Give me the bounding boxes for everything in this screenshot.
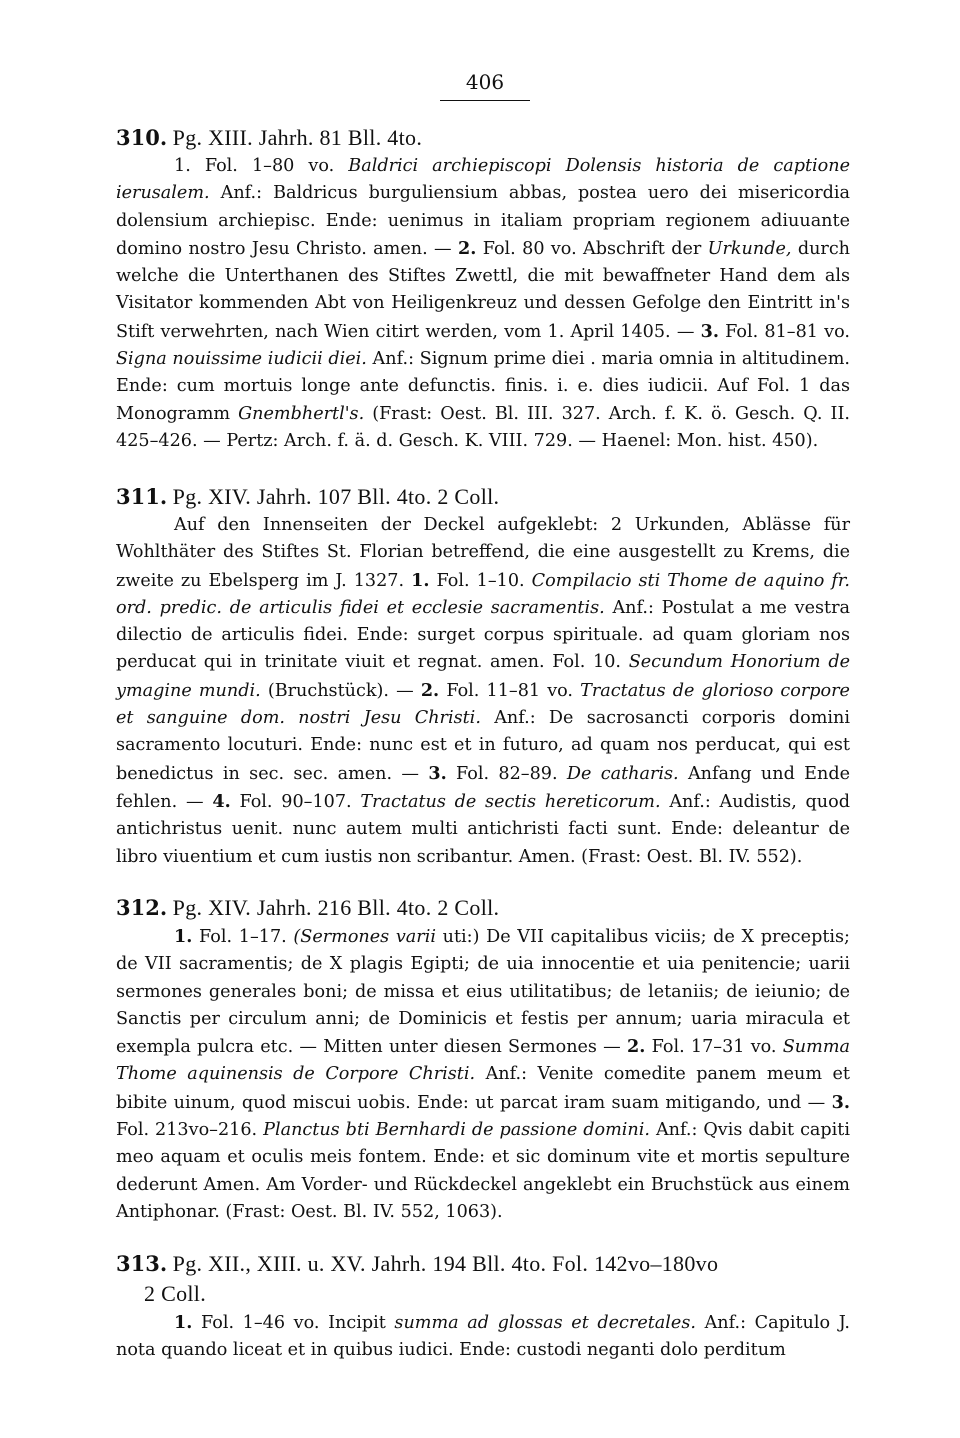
text-segment: Fol. 80 vo. Abschrift der (476, 238, 708, 259)
italic-title: summa ad glossas et decretales. (394, 1313, 696, 1333)
item-number: 3. (428, 762, 447, 784)
item-number: 2. (457, 237, 477, 259)
item-number: 1. (174, 1312, 193, 1333)
entry-number: 310. (116, 125, 168, 150)
italic-title: Summa Thome aquinensis de Corpore Christi. (116, 1037, 850, 1085)
italic-title: Signa nouissime iudicii diei. (116, 349, 367, 370)
italic-title: Compilacio sti Thome de aquino fr. ord. predic. de articulis fidei et ecclesie sacramentis. (116, 570, 851, 618)
entry-body (116, 153, 850, 455)
italic-title: Tractatus de sectis hereticorum. (360, 791, 661, 812)
item-number: 1. (411, 569, 430, 591)
entry-description: Pg. XIII. Jahrh. 81 Bll. 4to. (172, 125, 423, 150)
text-segment: Fol. 213vo–216. (116, 1120, 264, 1141)
italic-title: (Sermones varii (293, 927, 436, 947)
entry-description: Pg. XII., XIII. u. XV. Jahrh. 194 Bll. 4to. Fol. 142vo–180vo (172, 1251, 719, 1276)
entry-heading (116, 482, 850, 512)
page-number-rule (440, 100, 530, 101)
text-segment: Fol. 1–10. (429, 570, 532, 591)
entry-heading (116, 893, 850, 923)
entry-heading (116, 123, 850, 153)
text-segment: Anf.: Signum prime diei . maria omnia in altitudinem. Ende: cum mortuis longe ante defunctis. finis. i. e. dies iudicii. Auf Fol. 1 das Monogramm (116, 349, 850, 424)
text-segment: Anf.: Capitulo J. nota quando liceat et in quibus iudici. Ende: custodi neganti dolo perditum (116, 1313, 850, 1361)
italic-title: Baldrici archiepiscopi Dolensis historia de captione ierusalem. (116, 156, 851, 204)
text-segment: Fol. 82–89. (446, 763, 567, 784)
text-segment: Fol. 17–31 vo. (645, 1037, 783, 1058)
italic-title: Secundum Honorium de ymagine mundi. (116, 652, 850, 701)
text-segment: uti:) De VII capitalibus viciis; de X preceptis; de VII sacramentis; de X plagis Egipti; de uia innocentie et uia penitencie; uarii sermones generales boni; de missa et eius utilitatibus; de letaniis; de ieiunio; de Sanctis per circulum anni; de Dominicis et festis per annum; uaria miracula et exempla pulcra etc. — Mitten unter diesen Sermones — (116, 927, 850, 1058)
text-segment: Anf.: Baldricus burguliensium abbas, postea uero dei misericordia dolensium archiepisc. Ende: uenimus in italiam propriam regionem adiuuante domino nostro Jesu Christo. amen. — (116, 183, 850, 259)
italic-title: Urkunde, (707, 238, 792, 259)
entry-description-cont: 2 Coll. (144, 1281, 206, 1306)
text-segment: 1. Fol. 1–80 vo. (174, 156, 349, 176)
text-segment: (Bruchstück). — (260, 680, 421, 701)
item-number: 1. (174, 926, 193, 947)
item-number: 2. (420, 679, 440, 701)
entry-number: 312. (116, 895, 168, 920)
entry-number: 313. (116, 1251, 168, 1276)
entry-heading-continuation (116, 1279, 850, 1309)
text-segment: Anf.: Venite comedite panem meum et bibite uinum, quod miscui uobis. Ende: ut parcat iram suam mitigando, und — (116, 1064, 851, 1113)
text-segment: Fol. 1–17. (192, 927, 294, 947)
text-segment: durch welche die Unterthanen des Stiftes Zwettl, die mit bewaffneter Hand dem als Visitator kommenden Abt von Heiligenkreuz und dessen Gefolge den Eintritt in's Stift verwehrten, nach Wien citirt werden, vom 1. April 1405. — (116, 238, 851, 342)
italic-title: De catharis. (566, 763, 679, 784)
text-segment: (Frast: Oest. Bl. III. 327. Arch. f. K. ö. Gesch. Q. II. 425–426. — Pertz: Arch. f. ä. d. Gesch. K. VIII. 729. — Haenel: Mon. hist. 450). (116, 403, 850, 451)
text-segment: Auf den Innenseiten der Deckel aufgeklebt: 2 Urkunden, Ablässe für Wohlthäter des Stiftes St. Florian betreffend, die eine ausgestellt zu Krems, die zweite zu Ebelsperg im J. 1327. (116, 515, 850, 591)
catalog-entry-312 (116, 893, 850, 1226)
text-segment: Fol. 1–46 vo. Incipit (192, 1313, 395, 1333)
item-number: 3. (700, 320, 719, 342)
entry-number: 311. (116, 484, 168, 509)
item-number: 4. (212, 790, 231, 812)
catalog-entry-313 (116, 1249, 850, 1365)
text-segment: Anf.: Qvis dabit capiti meo aquam et oculis meis fontem. Ende: et sic dominum vite et mortis sepulture dederunt Amen. Am Vorder- und Rückdeckel angeklebt ein Bruchstück aus einem Antiphonar. (Frast: Oest. Bl. IV. 552, 1063). (116, 1120, 850, 1222)
italic-title: Gnembhertl's. (238, 403, 365, 424)
item-number: 2. (627, 1036, 646, 1058)
italic-title: Tractatus de glorioso corpore et sanguine dom. nostri Jesu Christi. (116, 680, 850, 729)
text-segment: Anfang und Ende fehlen. — (116, 763, 851, 812)
text-segment: Fol. 11–81 vo. (439, 680, 581, 701)
entry-description: Pg. XIV. Jahrh. 216 Bll. 4to. 2 Coll. (172, 895, 500, 920)
entry-heading (116, 1249, 850, 1279)
catalog-entry-311 (116, 482, 850, 871)
text-segment: Anf.: Postulat a me vestra dilectio de articulis fidei. Ende: surget corpus spirituale. ad quam gloriam nos perducat qui in trinitate viuit et regnat. amen. Fol. 10. (116, 597, 850, 673)
catalog-entry-310 (116, 123, 850, 455)
text-segment: Fol. 90–107. (230, 791, 361, 812)
item-number: 3. (831, 1091, 850, 1113)
text-segment: Fol. 81–81 vo. (718, 321, 850, 342)
entry-body (116, 923, 850, 1226)
entry-body (116, 512, 850, 871)
entry-description: Pg. XIV. Jahrh. 107 Bll. 4to. 2 Coll. (172, 484, 500, 509)
page-number: 406 (465, 70, 505, 94)
italic-title: Planctus bti Bernhardi de passione domini. (263, 1120, 650, 1141)
text-segment: Anf.: De sacrosancti corporis domini sacramento locuturi. Ende: nunc est et in futuro, ad quam nos perducat, qui est benedictus in sec. sec. amen. — (116, 708, 850, 784)
entry-body (116, 1309, 850, 1365)
text-segment: Anf.: Audistis, quod antichristus uenit. nunc autem multi antichristi facti sunt. Ende: deleantur de libro viuentium et cum iustis non scribantur. Amen. (Frast: Oest. Bl. IV. 552). (116, 791, 850, 867)
